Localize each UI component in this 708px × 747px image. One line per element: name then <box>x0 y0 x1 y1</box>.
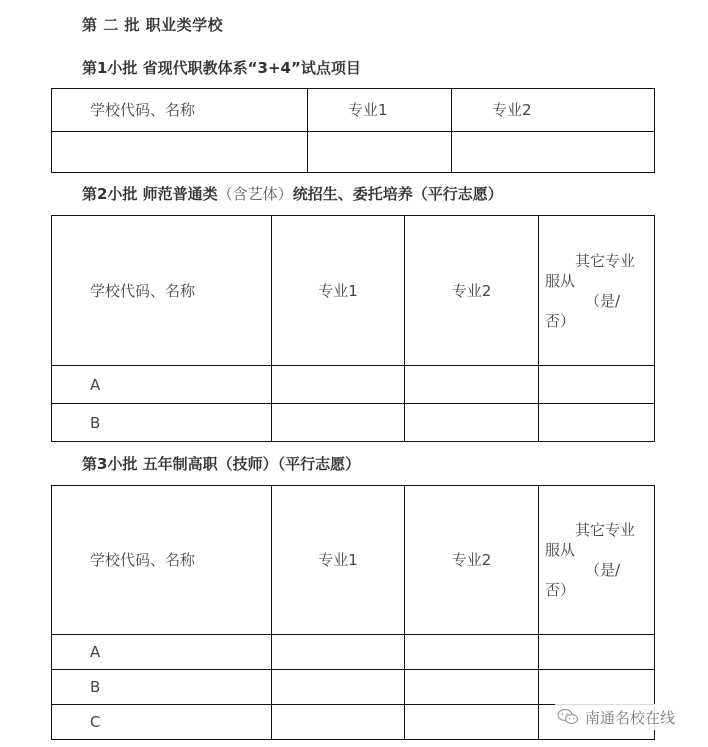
sub-batch-2-table <box>51 215 655 442</box>
sub-batch-1-title: 第1小批 省现代职教体系“3+4”试点项目 <box>82 59 361 77</box>
sub-batch-2-title <box>82 184 503 204</box>
sub-batch-3-title: 第3小批 五年制高职（技师）（平行志愿） <box>82 455 361 473</box>
sub-batch-2-title-rest: 统招生、委托培养（平行志愿） <box>292 185 503 203</box>
follow-line-1: 其它专业 <box>575 521 636 539</box>
cell-accept-other[interactable] <box>539 670 655 705</box>
follow-line-3: （是/ <box>585 291 621 310</box>
follow-line-4: 否） <box>545 581 576 599</box>
table-row <box>52 670 655 705</box>
cell-major-2[interactable] <box>405 635 539 670</box>
sub-batch-2-title-main: 第2小批 师范普通类 <box>82 185 218 203</box>
header-major-2: 专业2 <box>405 216 539 366</box>
watermark-text: 南通名校在线 <box>585 708 676 727</box>
cell-school-code-name[interactable]: B <box>52 404 272 442</box>
cell-major-1[interactable] <box>272 670 405 705</box>
table-row <box>52 404 655 442</box>
table-row <box>52 132 655 173</box>
header-school-code-name: 学校代码、名称 <box>52 89 308 132</box>
header-school-code-name: 学校代码、名称 <box>52 486 272 635</box>
cell-school-code-name[interactable]: C <box>52 705 272 740</box>
cell-school-code-name[interactable]: B <box>52 670 272 705</box>
header-school-code-name: 学校代码、名称 <box>52 216 272 366</box>
cell-major-2[interactable] <box>405 404 539 442</box>
follow-line-2: 服从 <box>545 271 576 290</box>
cell-major-2[interactable] <box>452 132 655 173</box>
header-major-1: 专业1 <box>272 486 405 635</box>
follow-line-3: （是/ <box>585 561 621 579</box>
cell-major-1[interactable] <box>272 404 405 442</box>
header-major-1: 专业1 <box>308 89 452 132</box>
cell-accept-other[interactable] <box>539 366 655 404</box>
cell-accept-other[interactable] <box>539 635 655 670</box>
sub-batch-2-title-note: （含艺体） <box>217 185 293 203</box>
table-row <box>52 635 655 670</box>
follow-line-2: 服从 <box>545 541 576 559</box>
wechat-icon <box>557 708 579 726</box>
cell-major-2[interactable] <box>405 705 539 740</box>
header-accept-other-majors <box>539 486 655 635</box>
batch-title: 第 二 批 职业类学校 <box>82 16 224 34</box>
watermark <box>555 704 677 730</box>
cell-major-2[interactable] <box>405 366 539 404</box>
cell-accept-other[interactable] <box>539 404 655 442</box>
table-header-row <box>52 486 655 635</box>
table-header-row <box>52 89 655 132</box>
header-accept-other-majors <box>539 216 655 366</box>
header-major-2: 专业2 <box>405 486 539 635</box>
cell-major-2[interactable] <box>405 670 539 705</box>
sub-batch-3-table <box>51 485 655 740</box>
cell-school-code-name[interactable]: A <box>52 635 272 670</box>
sub-batch-1-table <box>51 88 655 173</box>
cell-major-1[interactable] <box>272 635 405 670</box>
header-major-1: 专业1 <box>272 216 405 366</box>
follow-line-4: 否） <box>545 311 576 330</box>
table-header-row <box>52 216 655 366</box>
cell-major-1[interactable] <box>272 705 405 740</box>
cell-major-1[interactable] <box>308 132 452 173</box>
header-major-2: 专业2 <box>452 89 655 132</box>
follow-line-1: 其它专业 <box>575 251 636 270</box>
table-row <box>52 366 655 404</box>
cell-major-1[interactable] <box>272 366 405 404</box>
cell-school-code-name[interactable] <box>52 132 308 173</box>
cell-school-code-name[interactable]: A <box>52 366 272 404</box>
